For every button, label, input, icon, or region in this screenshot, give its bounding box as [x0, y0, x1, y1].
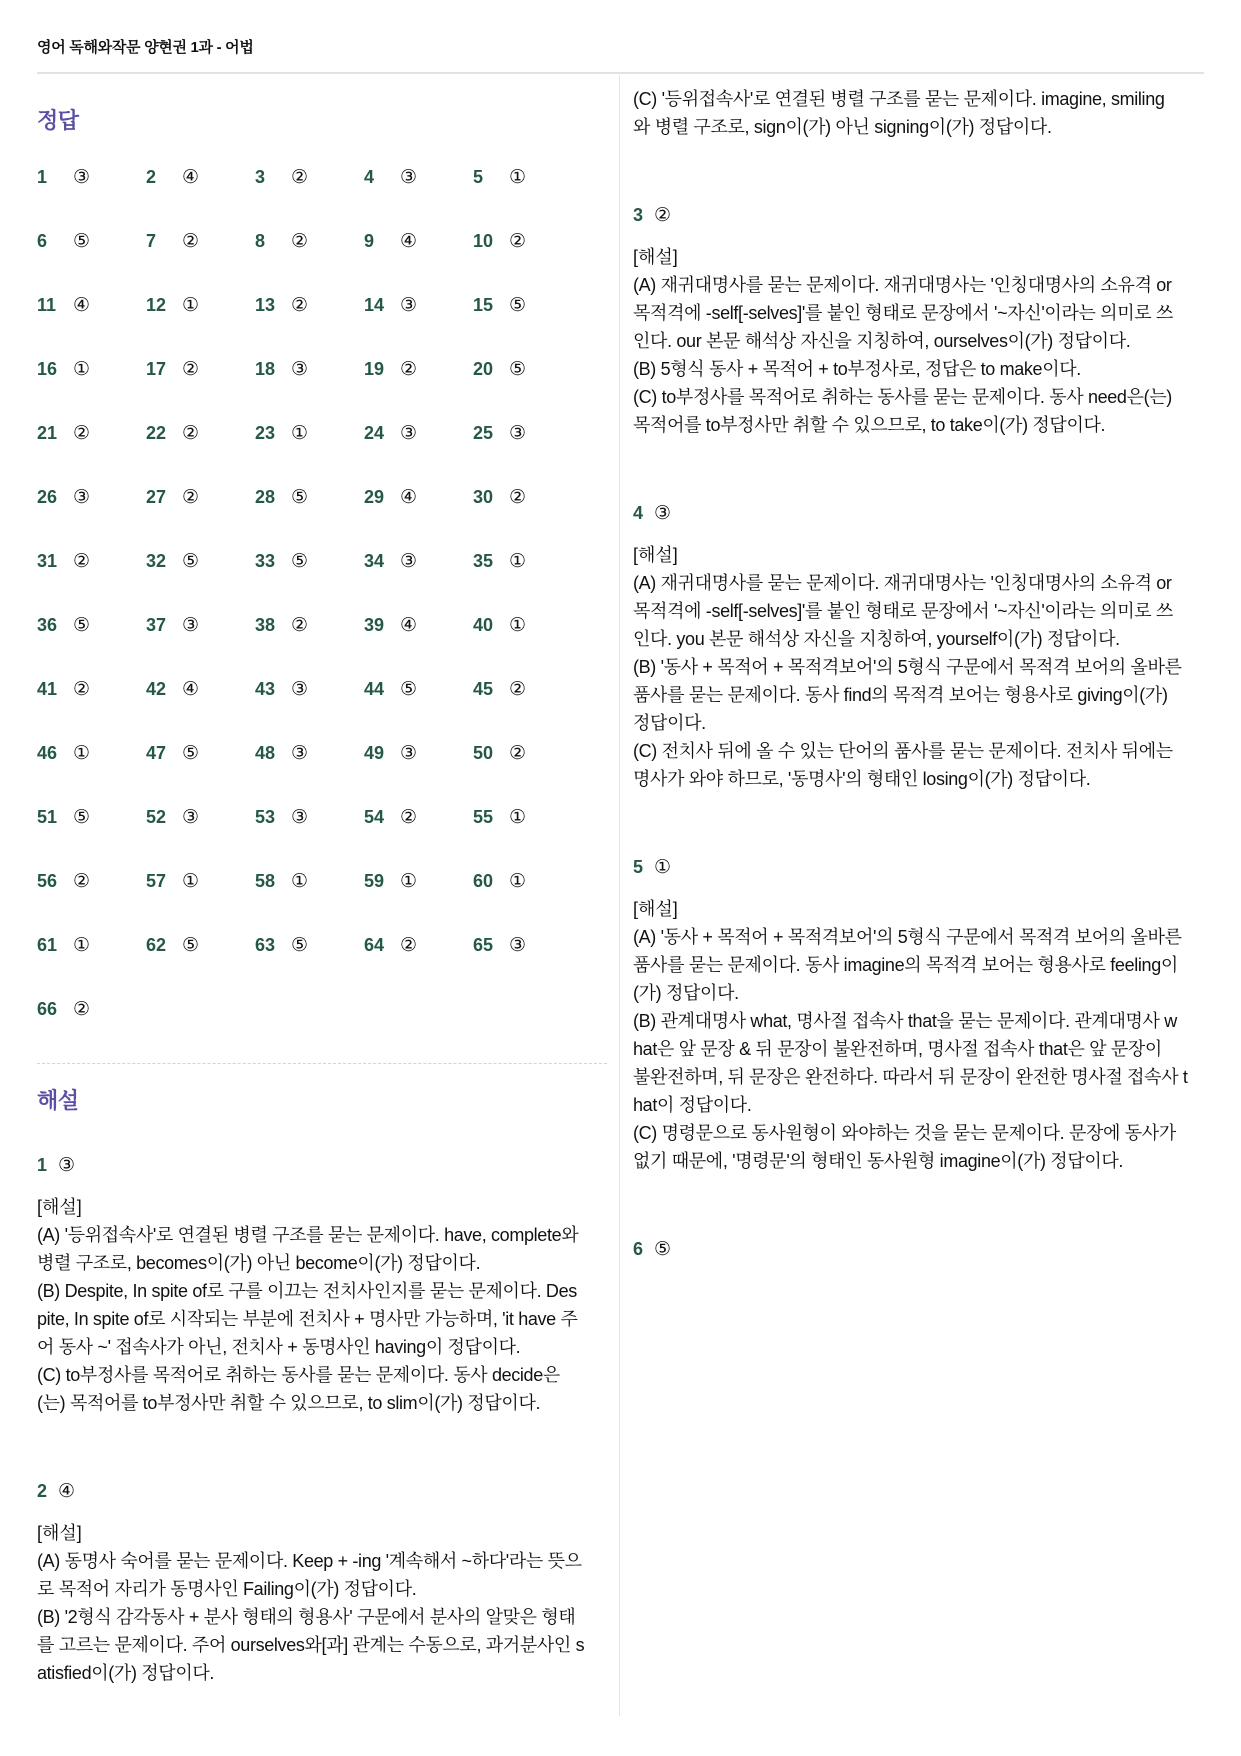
question-number: 24 — [364, 423, 385, 443]
answer-cell — [37, 741, 146, 805]
answer-choice: ④ — [182, 166, 200, 188]
answer-cell — [146, 613, 255, 677]
question-number: 17 — [146, 359, 167, 379]
explanation-line: 와 병렬 구조로, sign이(가) 아닌 signing이(가) 정답이다. — [633, 117, 1052, 137]
answer-cell — [364, 293, 473, 357]
explanation-line: 인다. you 본문 해석상 자신을 지칭하여, yourself이(가) 정답이다. — [633, 629, 1120, 649]
answer-choice: ② — [509, 678, 527, 700]
question-number: 26 — [37, 487, 58, 507]
answer-choice: ① — [654, 856, 672, 878]
question-number: 65 — [473, 935, 494, 955]
answer-cell — [37, 805, 146, 869]
question-number: 7 — [146, 231, 157, 251]
question-number: 11 — [37, 295, 57, 315]
explanation-line: (가) 정답이다. — [633, 983, 739, 1003]
explanation-5 — [633, 853, 1203, 1175]
answer-choice: ③ — [182, 614, 200, 636]
explanation-line: (C) to부정사를 목적어로 취하는 동사를 묻는 문제이다. 동사 decide은 — [37, 1365, 560, 1385]
answer-choice: ⑤ — [182, 934, 200, 956]
answer-choice: ① — [73, 742, 91, 764]
answer-grid — [37, 165, 607, 1061]
answer-cell — [364, 549, 473, 613]
answer-choice: ⑤ — [509, 358, 527, 380]
question-number: 9 — [364, 231, 375, 251]
answer-cell — [255, 421, 364, 485]
answer-cell — [146, 229, 255, 293]
answer-choice: ⑤ — [654, 1238, 672, 1260]
answer-choice: ⑤ — [182, 742, 200, 764]
question-number: 28 — [255, 487, 276, 507]
answer-cell — [37, 421, 146, 485]
explanation-line: 어 동사 ~' 접속사가 아닌, 전치사 + 동명사인 having이 정답이다. — [37, 1337, 521, 1357]
explanation-line: (는) 목적어를 to부정사만 취할 수 있으므로, to slim이(가) 정답이다. — [37, 1393, 541, 1413]
explanation-3 — [633, 201, 1203, 439]
answer-cell — [364, 165, 473, 229]
answer-choice: ③ — [654, 502, 672, 524]
answer-cell — [473, 421, 582, 485]
answer-cell — [37, 485, 146, 549]
question-number: 40 — [473, 615, 494, 635]
explanation-header — [37, 1477, 607, 1505]
question-number: 50 — [473, 743, 494, 763]
answer-cell — [255, 933, 364, 997]
question-number: 66 — [37, 999, 58, 1019]
answer-cell — [255, 293, 364, 357]
explanation-text — [633, 569, 1203, 793]
answer-choice: ① — [509, 550, 527, 572]
question-number: 30 — [473, 487, 494, 507]
question-number: 46 — [37, 743, 58, 763]
answer-choice: ② — [291, 614, 309, 636]
question-number: 4 — [633, 502, 644, 523]
question-number: 64 — [364, 935, 385, 955]
explanation-line: (C) '등위접속사'로 연결된 병렬 구조를 묻는 문제이다. imagine, smiling — [633, 89, 1165, 109]
explanation-line: (C) 전치사 뒤에 올 수 있는 단어의 품사를 묻는 문제이다. 전치사 뒤에는 — [633, 741, 1173, 761]
answer-cell — [473, 613, 582, 677]
explanation-1 — [37, 1151, 607, 1417]
answer-choice: ① — [182, 294, 200, 316]
question-number: 63 — [255, 935, 276, 955]
question-number: 37 — [146, 615, 167, 635]
answer-cell — [473, 293, 582, 357]
explanation-line: hat은 앞 문장 & 뒤 문장이 불완전하며, 명사절 접속사 that은 앞 문장이 — [633, 1039, 1162, 1059]
question-number: 39 — [364, 615, 385, 635]
question-number: 18 — [255, 359, 276, 379]
explanation-line: (B) '동사 + 목적어 + 목적격보어'의 5형식 구문에서 목적격 보어의 올바른 — [633, 657, 1182, 677]
answer-choice: ⑤ — [291, 486, 309, 508]
answer-cell — [37, 613, 146, 677]
answer-cell — [473, 933, 582, 997]
answer-cell — [364, 677, 473, 741]
question-number: 22 — [146, 423, 167, 443]
section-divider — [37, 1063, 607, 1064]
question-number: 13 — [255, 295, 276, 315]
answer-choice: ⑤ — [73, 230, 91, 252]
question-number: 15 — [473, 295, 494, 315]
explanation-line: (A) 동명사 숙어를 묻는 문제이다. Keep + -ing '계속해서 ~하다'라는 뜻으 — [37, 1551, 582, 1571]
explanation-line: (B) 관계대명사 what, 명사절 접속사 that을 묻는 문제이다. 관계대명사 w — [633, 1011, 1177, 1031]
answer-cell — [255, 805, 364, 869]
answer-cell — [255, 549, 364, 613]
answer-cell — [146, 869, 255, 933]
explanation-line: (B) Despite, In spite of로 구를 이끄는 전치사인지를 묻는 문제이다. Des — [37, 1281, 577, 1301]
answer-choice: ① — [509, 166, 527, 188]
question-number: 47 — [146, 743, 167, 763]
question-number: 42 — [146, 679, 167, 699]
question-number: 27 — [146, 487, 167, 507]
explanations-section-title: 해설 — [37, 1088, 79, 1113]
answer-cell — [473, 741, 582, 805]
question-number: 25 — [473, 423, 494, 443]
explanation-tag: [해설] — [633, 247, 678, 267]
explanation-line: hat이 정답이다. — [633, 1095, 752, 1115]
question-number: 3 — [633, 204, 644, 225]
answer-choice: ⑤ — [73, 806, 91, 828]
explanation-line: (C) to부정사를 목적어로 취하는 동사를 묻는 문제이다. 동사 need은(는) — [633, 387, 1172, 407]
answer-cell — [146, 549, 255, 613]
explanation-line: (A) '등위접속사'로 연결된 병렬 구조를 묻는 문제이다. have, complete와 — [37, 1225, 579, 1245]
answer-choice: ③ — [291, 742, 309, 764]
answer-cell — [364, 357, 473, 421]
explanation-text — [37, 1221, 607, 1417]
answer-cell — [37, 997, 146, 1061]
question-number: 14 — [364, 295, 385, 315]
question-number: 3 — [255, 167, 266, 187]
answer-choice: ① — [400, 870, 418, 892]
answer-choice: ① — [291, 870, 309, 892]
answer-choice: ④ — [58, 1480, 76, 1502]
answer-cell — [146, 165, 255, 229]
answer-cell — [255, 165, 364, 229]
answer-cell — [473, 485, 582, 549]
explanation-line: 목적격에 -self[-selves]'를 붙인 형태로 문장에서 '~자신'이라는 의미로 쓰 — [633, 303, 1173, 323]
question-number: 31 — [37, 551, 58, 571]
question-number: 48 — [255, 743, 276, 763]
answer-cell — [255, 613, 364, 677]
explanation-2 — [37, 1477, 607, 1687]
answer-cell — [364, 485, 473, 549]
explanation-line: (B) '2형식 감각동사 + 분사 형태의 형용사' 구문에서 분사의 알맞은 형태 — [37, 1607, 576, 1627]
answer-cell — [146, 485, 255, 549]
explanation-header — [633, 201, 1203, 229]
answer-cell — [37, 229, 146, 293]
answer-choice: ④ — [400, 486, 418, 508]
answer-choice: ③ — [400, 422, 418, 444]
answer-cell — [364, 421, 473, 485]
explanation-text — [633, 271, 1203, 439]
answer-cell — [473, 805, 582, 869]
answer-choice: ① — [509, 614, 527, 636]
explanation-line: 목적격에 -self[-selves]'를 붙인 형태로 문장에서 '~자신'이라는 의미로 쓰 — [633, 601, 1173, 621]
answer-choice: ③ — [509, 422, 527, 444]
question-number: 6 — [633, 1238, 644, 1259]
answer-cell — [37, 549, 146, 613]
answer-choice: ② — [182, 358, 200, 380]
answer-cell — [146, 741, 255, 805]
explanation-line: (A) 재귀대명사를 묻는 문제이다. 재귀대명사는 '인칭대명사의 소유격 or — [633, 275, 1172, 295]
answer-choice: ② — [182, 230, 200, 252]
question-number: 62 — [146, 935, 167, 955]
answer-choice: ② — [182, 422, 200, 444]
answer-choice: ⑤ — [509, 294, 527, 316]
question-number: 1 — [37, 167, 48, 187]
answer-choice: ⑤ — [182, 550, 200, 572]
answer-cell — [37, 293, 146, 357]
question-number: 12 — [146, 295, 167, 315]
answer-cell — [255, 229, 364, 293]
question-number: 59 — [364, 871, 385, 891]
explanation-4 — [633, 499, 1203, 793]
answer-choice: ④ — [400, 614, 418, 636]
question-number: 36 — [37, 615, 58, 635]
question-number: 2 — [37, 1480, 48, 1501]
question-number: 16 — [37, 359, 58, 379]
answer-choice: ③ — [58, 1154, 76, 1176]
right-column — [633, 75, 1203, 1263]
answer-cell — [255, 485, 364, 549]
explanation-tag: [해설] — [633, 899, 678, 919]
answer-choice: ③ — [400, 166, 418, 188]
explanation-header — [633, 1235, 1203, 1263]
answer-choice: ② — [73, 678, 91, 700]
question-number: 23 — [255, 423, 276, 443]
answer-choice: ③ — [73, 166, 91, 188]
answer-cell — [146, 933, 255, 997]
answer-cell — [473, 549, 582, 613]
question-number: 60 — [473, 871, 494, 891]
explanation-line: (B) 5형식 동사 + 목적어 + to부정사로, 정답은 to make이다. — [633, 359, 1081, 379]
answer-cell — [473, 869, 582, 933]
explanation-line: 를 고르는 문제이다. 주어 ourselves와[과] 관계는 수동으로, 과거분사인 s — [37, 1635, 585, 1655]
answer-cell — [37, 165, 146, 229]
answer-choice: ② — [400, 934, 418, 956]
column-divider — [619, 75, 620, 1716]
explanation-tag: [해설] — [633, 545, 678, 565]
explanation-header — [633, 499, 1203, 527]
explanation-line: 정답이다. — [633, 713, 706, 733]
explanation-text — [37, 1547, 607, 1687]
question-number: 6 — [37, 231, 48, 251]
answer-cell — [473, 165, 582, 229]
explanation-line: 로 목적어 자리가 동명사인 Failing이(가) 정답이다. — [37, 1579, 417, 1599]
explanation-text — [633, 923, 1203, 1175]
explanation-line: (A) '동사 + 목적어 + 목적격보어'의 5형식 구문에서 목적격 보어의 올바른 — [633, 927, 1182, 947]
question-number: 51 — [37, 807, 58, 827]
answer-choice: ① — [291, 422, 309, 444]
answer-cell — [255, 741, 364, 805]
answer-cell — [37, 869, 146, 933]
answer-choice: ⑤ — [291, 934, 309, 956]
answer-choice: ③ — [73, 486, 91, 508]
question-number: 38 — [255, 615, 276, 635]
question-number: 45 — [473, 679, 494, 699]
answer-choice: ① — [182, 870, 200, 892]
question-number: 61 — [37, 935, 58, 955]
answer-choice: ② — [291, 230, 309, 252]
answer-choice: ③ — [400, 550, 418, 572]
question-number: 55 — [473, 807, 494, 827]
question-number: 58 — [255, 871, 276, 891]
answer-choice: ② — [182, 486, 200, 508]
answer-choice: ② — [509, 230, 527, 252]
answer-choice: ① — [509, 870, 527, 892]
explanation-line: 명사가 와야 하므로, '동명사'의 형태인 losing이(가) 정답이다. — [633, 769, 1091, 789]
explanation-tag: [해설] — [37, 1523, 82, 1543]
answer-choice: ② — [654, 204, 672, 226]
answer-cell — [364, 741, 473, 805]
question-number: 10 — [473, 231, 494, 251]
answer-cell — [146, 677, 255, 741]
answer-choice: ② — [73, 550, 91, 572]
question-number: 54 — [364, 807, 385, 827]
answer-cell — [364, 613, 473, 677]
answer-cell — [37, 357, 146, 421]
question-number: 4 — [364, 167, 375, 187]
answer-choice: ③ — [291, 358, 309, 380]
explanation-line: 품사를 묻는 문제이다. 동사 find의 목적격 보어는 형용사로 giving이(가) — [633, 685, 1168, 705]
answer-choice: ② — [73, 870, 91, 892]
answer-choice: ③ — [291, 806, 309, 828]
explanation-line: pite, In spite of로 시작되는 부분에 전치사 + 명사만 가능하며, 'it have 주 — [37, 1309, 578, 1329]
answer-choice: ② — [509, 486, 527, 508]
question-number: 2 — [146, 167, 157, 187]
explanation-line: 없기 때문에, '명령문'의 형태인 동사원형 imagine이(가) 정답이다. — [633, 1151, 1124, 1171]
explanation-tag: [해설] — [37, 1197, 82, 1217]
answer-cell — [473, 357, 582, 421]
question-number: 29 — [364, 487, 385, 507]
answer-choice: ⑤ — [291, 550, 309, 572]
explanation-2-continued — [633, 85, 1203, 141]
explanation-line: (C) 명령문으로 동사원형이 와야하는 것을 묻는 문제이다. 문장에 동사가 — [633, 1123, 1176, 1143]
answer-cell — [255, 357, 364, 421]
answer-cell — [146, 357, 255, 421]
question-number: 20 — [473, 359, 494, 379]
answer-choice: ③ — [400, 294, 418, 316]
page-title: 영어 독해와작문 양현권 1과 - 어법 — [37, 39, 254, 56]
explanation-line: 목적어를 to부정사만 취할 수 있으므로, to take이(가) 정답이다. — [633, 415, 1106, 435]
question-number: 49 — [364, 743, 385, 763]
answer-cell — [473, 229, 582, 293]
answers-section-title: 정답 — [37, 108, 79, 133]
answer-choice: ① — [73, 934, 91, 956]
question-number: 1 — [37, 1154, 48, 1175]
answer-choice: ② — [291, 166, 309, 188]
answer-choice: ③ — [400, 742, 418, 764]
answer-choice: ② — [509, 742, 527, 764]
answer-cell — [37, 677, 146, 741]
answer-choice: ② — [400, 806, 418, 828]
explanation-line: 인다. our 본문 해석상 자신을 지칭하여, ourselves이(가) 정답이다. — [633, 331, 1131, 351]
question-number: 8 — [255, 231, 266, 251]
answer-cell — [255, 677, 364, 741]
answer-cell — [364, 805, 473, 869]
question-number: 44 — [364, 679, 385, 699]
answer-cell — [146, 293, 255, 357]
question-number: 5 — [473, 167, 484, 187]
question-number: 21 — [37, 423, 58, 443]
question-number: 5 — [633, 856, 644, 877]
answer-choice: ③ — [291, 678, 309, 700]
question-number: 34 — [364, 551, 385, 571]
explanation-line: 병렬 구조로, becomes이(가) 아닌 become이(가) 정답이다. — [37, 1253, 481, 1273]
explanation-header — [37, 1151, 607, 1179]
explanation-line: atisfied이(가) 정답이다. — [37, 1663, 215, 1683]
answer-choice: ① — [73, 358, 91, 380]
left-column — [37, 75, 607, 1687]
answer-cell — [255, 869, 364, 933]
answer-choice: ⑤ — [400, 678, 418, 700]
question-number: 35 — [473, 551, 494, 571]
question-number: 32 — [146, 551, 167, 571]
explanation-line: 불완전하며, 뒤 문장은 완전하다. 따라서 뒤 문장이 완전한 명사절 접속사 t — [633, 1067, 1188, 1087]
answer-cell — [364, 933, 473, 997]
explanation-line: 품사를 묻는 문제이다. 동사 imagine의 목적격 보어는 형용사로 feeling이 — [633, 955, 1178, 975]
question-number: 57 — [146, 871, 167, 891]
question-number: 43 — [255, 679, 276, 699]
question-number: 41 — [37, 679, 58, 699]
page-header — [37, 36, 1204, 74]
answer-choice: ③ — [509, 934, 527, 956]
answer-cell — [37, 933, 146, 997]
answer-choice: ④ — [400, 230, 418, 252]
answer-choice: ④ — [182, 678, 200, 700]
answer-choice: ② — [400, 358, 418, 380]
answer-choice: ② — [73, 422, 91, 444]
answer-cell — [146, 421, 255, 485]
explanation-6 — [633, 1235, 1203, 1263]
question-number: 19 — [364, 359, 385, 379]
explanation-header — [633, 853, 1203, 881]
answer-choice: ④ — [73, 294, 91, 316]
question-number: 53 — [255, 807, 276, 827]
answer-choice: ⑤ — [73, 614, 91, 636]
answer-choice: ② — [291, 294, 309, 316]
answer-cell — [473, 677, 582, 741]
answer-choice: ② — [73, 998, 91, 1020]
answer-choice: ① — [509, 806, 527, 828]
answer-cell — [364, 869, 473, 933]
answer-cell — [364, 229, 473, 293]
answer-choice: ③ — [182, 806, 200, 828]
question-number: 52 — [146, 807, 167, 827]
explanation-line: (A) 재귀대명사를 묻는 문제이다. 재귀대명사는 '인칭대명사의 소유격 or — [633, 573, 1172, 593]
question-number: 56 — [37, 871, 58, 891]
answer-cell — [146, 805, 255, 869]
question-number: 33 — [255, 551, 276, 571]
